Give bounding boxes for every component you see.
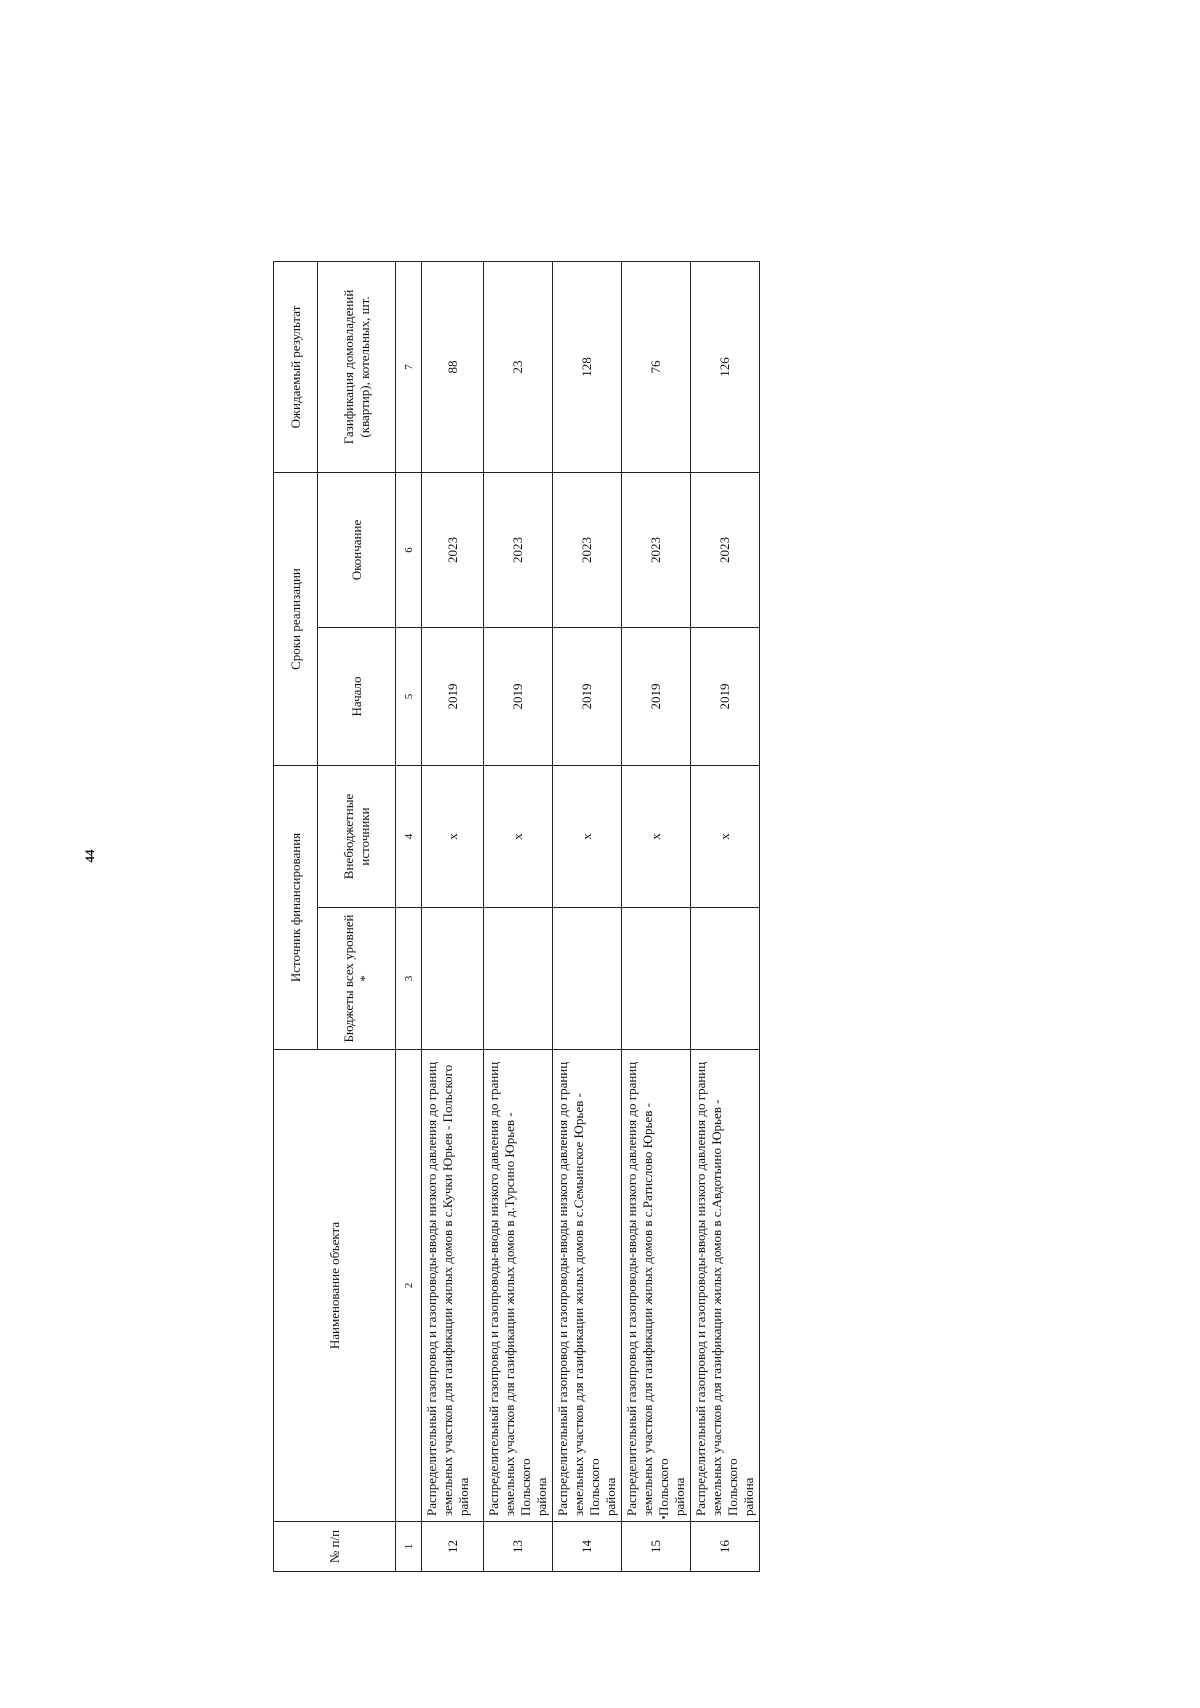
end-year: 2023 [484, 472, 553, 627]
object-name-line: земельных участков для газификации жилых домов в с.Ратислово Юрьев - Польского [640, 1103, 671, 1516]
object-name-line: Распределительный газопровод и газопроводы-вводы низкого давления до границ [624, 1061, 639, 1516]
object-name-line: района [534, 1477, 549, 1516]
header-row-1 [274, 261, 318, 1571]
header-result-sub: Газификация домовладений (квартир), котельных, шт. [318, 261, 396, 472]
object-name-line: Распределительный газопровод и газопроводы-вводы низкого давления до границ [555, 1061, 570, 1516]
column-number: 5 [396, 628, 422, 766]
object-name [691, 1050, 760, 1522]
table-row [622, 261, 691, 1571]
column-numbers-row [396, 261, 422, 1571]
header-terms-end: Окончание [318, 472, 396, 627]
extra-funding-cell: x [691, 766, 760, 908]
object-name [422, 1050, 484, 1522]
start-year: 2019 [622, 628, 691, 766]
table-row [422, 261, 484, 1571]
header-funding: Источник финансирования [274, 766, 318, 1050]
row-number: 15 [622, 1522, 691, 1572]
start-year: 2019 [553, 628, 622, 766]
column-number: 1 [396, 1522, 422, 1572]
column-number: 4 [396, 766, 422, 908]
start-year: 2019 [691, 628, 760, 766]
scan-speck [662, 1516, 665, 1519]
object-name-line: Распределительный газопровод и газопроводы-вводы низкого давления до границ [693, 1061, 708, 1516]
header-name: Наименование объекта [274, 1050, 396, 1522]
object-name-line: района [603, 1477, 618, 1516]
header-funding-extra: Внебюджетные источники [318, 766, 396, 908]
object-name-line: земельных участков для газификации жилых домов в с.Кучки Юрьев - Польского района [440, 1064, 471, 1516]
column-number: 2 [396, 1050, 422, 1522]
header-terms-start: Начало [318, 628, 396, 766]
object-name-line: Распределительный газопровод и газопроводы-вводы низкого давления до границ [424, 1061, 439, 1516]
expected-result: 128 [553, 261, 622, 472]
end-year: 2023 [422, 472, 484, 627]
budget-cell [553, 908, 622, 1050]
gasification-objects-table [273, 261, 760, 1572]
start-year: 2019 [484, 628, 553, 766]
budget-cell [622, 908, 691, 1050]
budget-cell [691, 908, 760, 1050]
object-name-line: района [672, 1477, 687, 1516]
object-name-line: Распределительный газопровод и газопроводы-вводы низкого давления до границ [486, 1061, 501, 1516]
object-name [622, 1050, 691, 1522]
end-year: 2023 [622, 472, 691, 627]
extra-funding-cell: x [422, 766, 484, 908]
object-name [553, 1050, 622, 1522]
object-name-line: земельных участков для газификации жилых домов в с.Авдотьино Юрьев - Польского [709, 1099, 740, 1516]
expected-result: 126 [691, 261, 760, 472]
table-row [484, 261, 553, 1571]
column-number: 6 [396, 472, 422, 627]
table-row [553, 261, 622, 1571]
object-name-line: района [741, 1477, 756, 1516]
budget-cell [484, 908, 553, 1050]
end-year: 2023 [691, 472, 760, 627]
row-number: 16 [691, 1522, 760, 1572]
header-funding-budget: Бюджеты всех уровней * [318, 908, 396, 1050]
start-year: 2019 [422, 628, 484, 766]
extra-funding-cell: x [553, 766, 622, 908]
header-num: № п/п [274, 1522, 396, 1572]
header-result: Ожидаемый результат [274, 261, 318, 472]
expected-result: 23 [484, 261, 553, 472]
row-number: 13 [484, 1522, 553, 1572]
row-number: 12 [422, 1522, 484, 1572]
budget-cell [422, 908, 484, 1050]
column-number: 7 [396, 261, 422, 472]
object-name-line: земельных участков для газификации жилых домов в д.Турсино Юрьев - Польского [502, 1112, 533, 1516]
expected-result: 76 [622, 261, 691, 472]
row-number: 14 [553, 1522, 622, 1572]
extra-funding-cell: x [622, 766, 691, 908]
column-number: 3 [396, 908, 422, 1050]
end-year: 2023 [553, 472, 622, 627]
table-row [691, 261, 760, 1571]
rotated-table-container [273, 262, 756, 1572]
object-name [484, 1050, 553, 1522]
page-number: 44 [82, 849, 97, 863]
object-name-line: земельных участков для газификации жилых домов в с.Семьинское Юрьев - Польского [571, 1093, 602, 1516]
extra-funding-cell: x [484, 766, 553, 908]
header-terms: Сроки реализации [274, 472, 318, 765]
expected-result: 88 [422, 261, 484, 472]
